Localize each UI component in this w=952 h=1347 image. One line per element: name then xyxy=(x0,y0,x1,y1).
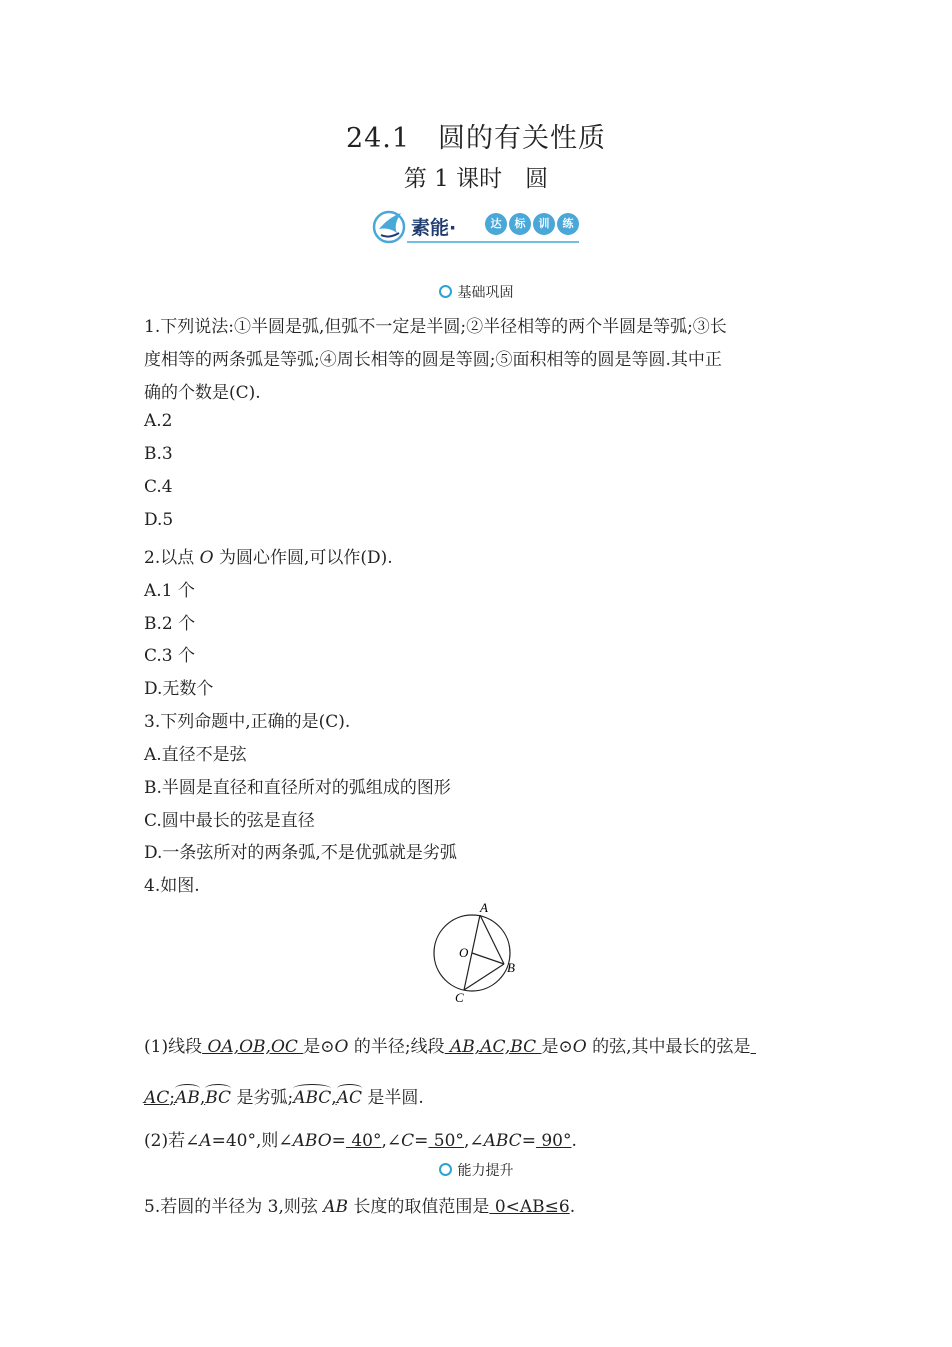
var: A xyxy=(199,1131,212,1151)
q1-line2: 度相等的两条弧是等弧;④周长相等的圆是等圆;⑤面积相等的圆是等圆.其中正 xyxy=(144,350,722,370)
text: = xyxy=(331,1131,346,1151)
q1-line1: 1.下列说法:①半圆是弧,但弧不一定是半圆;②半径相等的两个半圆是等弧;③长 xyxy=(144,317,727,337)
answer: OA,OB,OC xyxy=(202,1037,304,1057)
banner-pill: 标 xyxy=(509,213,531,235)
var: O xyxy=(334,1037,349,1057)
answer: 90° xyxy=(535,1131,572,1151)
text: = xyxy=(521,1131,536,1151)
q3-option: D.一条弦所对的两条弧,不是优弧就是劣弧 xyxy=(144,843,457,863)
q5-stem xyxy=(144,1192,575,1217)
q3-option: B.半圆是直径和直径所对的弧组成的图形 xyxy=(144,778,451,798)
arc: AC xyxy=(336,1088,362,1108)
label-c: C xyxy=(455,990,464,1005)
answer: 50° xyxy=(428,1131,464,1151)
q1-option: C.4 xyxy=(144,477,173,497)
q4-part2 xyxy=(144,1126,577,1151)
text: 5.若圆的半径为 3,则弦 xyxy=(144,1197,324,1217)
label-o: O xyxy=(459,945,469,960)
swallow-logo-icon xyxy=(371,203,411,249)
text: ; xyxy=(169,1088,176,1108)
answer: 40° xyxy=(345,1131,382,1151)
banner-pill: 训 xyxy=(533,213,555,235)
q3-option: A.直径不是弦 xyxy=(144,745,247,765)
text: 是⊙ xyxy=(303,1037,335,1057)
section-basic-label: 基础巩固 xyxy=(457,285,514,301)
text: , xyxy=(331,1088,337,1108)
text: (2)若∠ xyxy=(144,1131,200,1151)
text: 的弦,其中最长的弦是 xyxy=(586,1037,751,1057)
text: =40°,则∠ xyxy=(211,1131,293,1151)
answer: AB,AC,BC xyxy=(444,1037,542,1057)
var: C xyxy=(401,1131,415,1151)
var: AB xyxy=(323,1197,349,1217)
q2-option: D.无数个 xyxy=(144,679,214,699)
text: 是劣弧; xyxy=(231,1088,294,1108)
answer: AC xyxy=(144,1088,170,1108)
label-a: A xyxy=(480,900,488,915)
arc: BC xyxy=(205,1088,232,1108)
q2-option: A.1 个 xyxy=(144,581,195,601)
arc: ABC xyxy=(293,1088,332,1108)
text: ,∠ xyxy=(381,1131,402,1151)
page-title: 24.1 圆的有关性质 xyxy=(345,123,607,154)
text: = xyxy=(414,1131,429,1151)
q4-stem: 4.如图. xyxy=(144,876,200,896)
label-b: B xyxy=(507,960,515,975)
text: , xyxy=(199,1088,206,1108)
q1-option: B.3 xyxy=(144,444,173,464)
var: ABC xyxy=(483,1131,522,1151)
q2-option: B.2 个 xyxy=(144,614,196,634)
answer: 0<AB≤6 xyxy=(489,1197,570,1217)
q1-option: D.5 xyxy=(144,510,174,530)
circle-bullet-icon xyxy=(439,285,452,298)
section-basic xyxy=(0,282,952,302)
q4-part1-line2 xyxy=(144,1083,424,1108)
text: 为圆心作圆,可以作(D). xyxy=(213,548,393,568)
var: O xyxy=(572,1037,587,1057)
banner-pill: 练 xyxy=(557,213,579,235)
circle-figure xyxy=(420,898,530,1008)
text: ,∠ xyxy=(463,1131,484,1151)
banner-pill: 达 xyxy=(485,213,507,235)
text: 是⊙ xyxy=(541,1037,573,1057)
section-banner xyxy=(371,203,583,251)
text: . xyxy=(569,1197,576,1217)
q3-option: C.圆中最长的弦是直径 xyxy=(144,811,315,831)
text: 长度的取值范围是 xyxy=(348,1197,490,1217)
q1-line3: 确的个数是(C). xyxy=(144,383,261,403)
circle-bullet-icon xyxy=(439,1163,452,1176)
banner-title: 素能· xyxy=(411,217,457,239)
q1-option: A.2 xyxy=(144,411,173,431)
arc: AB xyxy=(175,1088,200,1108)
q4-part1-line1 xyxy=(144,1032,756,1057)
section-advanced-label: 能力提升 xyxy=(457,1163,514,1179)
segment-bc xyxy=(464,964,504,990)
text: 是半圆. xyxy=(361,1088,424,1108)
page-subtitle: 第 1 课时 圆 xyxy=(403,166,549,192)
banner-underline xyxy=(407,241,579,243)
text: . xyxy=(571,1131,577,1151)
text: 2.以点 xyxy=(144,548,200,568)
text: 的半径;线段 xyxy=(348,1037,445,1057)
var: ABO xyxy=(292,1131,332,1151)
q3-stem: 3.下列命题中,正确的是(C). xyxy=(144,712,351,732)
answer-blank xyxy=(751,1037,756,1057)
q2-option: C.3 个 xyxy=(144,646,196,666)
var: O xyxy=(199,548,214,568)
section-advanced xyxy=(0,1160,952,1180)
q2-stem xyxy=(144,543,393,568)
text: (1)线段 xyxy=(144,1037,203,1057)
